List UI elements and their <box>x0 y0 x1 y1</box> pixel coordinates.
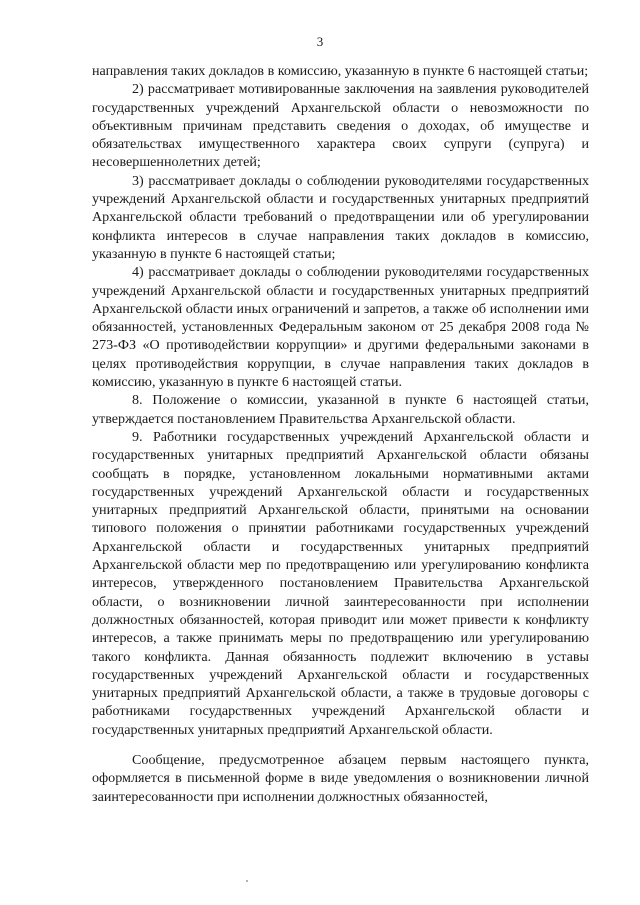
paragraph-item-3: 3) рассматривает доклады о соблюдении руководителями государственных учреждений Архангельской области и государственных унитарных предприятий Архангельской области требований о предотвращении или об урегулировании конфликта интересов в случае направления таких докладов в комиссию, указанную в пункте 6 настоящей статьи; <box>92 172 589 262</box>
page-number: 3 <box>316 34 324 49</box>
paragraph-item-2: 2) рассматривает мотивированные заключения на заявления руководителей государственных учреждений Архангельской области о невозможности по объективным причинам представить сведения о доходах, об имуществе и обязательствах имущественного характера своих супруги (супруга) и несовершеннолетних детей; <box>92 81 589 171</box>
document-body <box>92 62 589 806</box>
paragraph-notice: Сообщение, предусмотренное абзацем первым настоящего пункта, оформляется в письменной форме в виде уведомления о возникновении личной заинтересованности при исполнении должностных обязанностей, <box>92 751 589 805</box>
scan-speck <box>246 880 248 882</box>
paragraph-item-4: 4) рассматривает доклады о соблюдении руководителями государственных учреждений Архангельской области и государственных унитарных предприятий Архангельской области иных ограничений и запретов, а также об исполнении ими обязанностей, установленных Федеральным законом от 25 декабря 2008 года № 273-ФЗ «О противодействии коррупции» и другими федеральными законами в целях противодействия коррупции, в случае направления таких докладов в комиссию, указанную в пункте 6 настоящей статьи. <box>92 264 589 391</box>
paragraph-point-8: 8. Положение о комиссии, указанной в пункте 6 настоящей статьи, утверждается постановлением Правительства Архангельской области. <box>92 392 589 427</box>
paragraph-point-9: 9. Работники государственных учреждений Архангельской области и государственных унитарных предприятий Архангельской области обязаны сообщать в порядке, установленном локальными нормативными актами государственных учреждений Архангельской области и государственных унитарных предприятий Архангельской области, принятыми на основании типового положения о принятии работниками государственных учреждений Архангельской области и государственных унитарных предприятий Архангельской области мер по предотвращению или урегулированию конфликта интересов, утвержденного постановлением Правительства Архангельской области, о возникновении личной заинтересованности при исполнении должностных обязанностей, которая приводит или может привести к конфликту интересов, а также принимать меры по предотвращению или урегулированию такого конфликта. Данная обязанность подлежит включению в уставы государственных учреждений Архангельской области и государственных унитарных предприятий Архангельской области, а также в трудовые договоры с работниками государственных учреждений Архангельской области и государственных унитарных предприятий Архангельской области. <box>92 428 589 738</box>
paragraph-continuation: направления таких докладов в комиссию, указанную в пункте 6 настоящей статьи; <box>92 63 589 79</box>
